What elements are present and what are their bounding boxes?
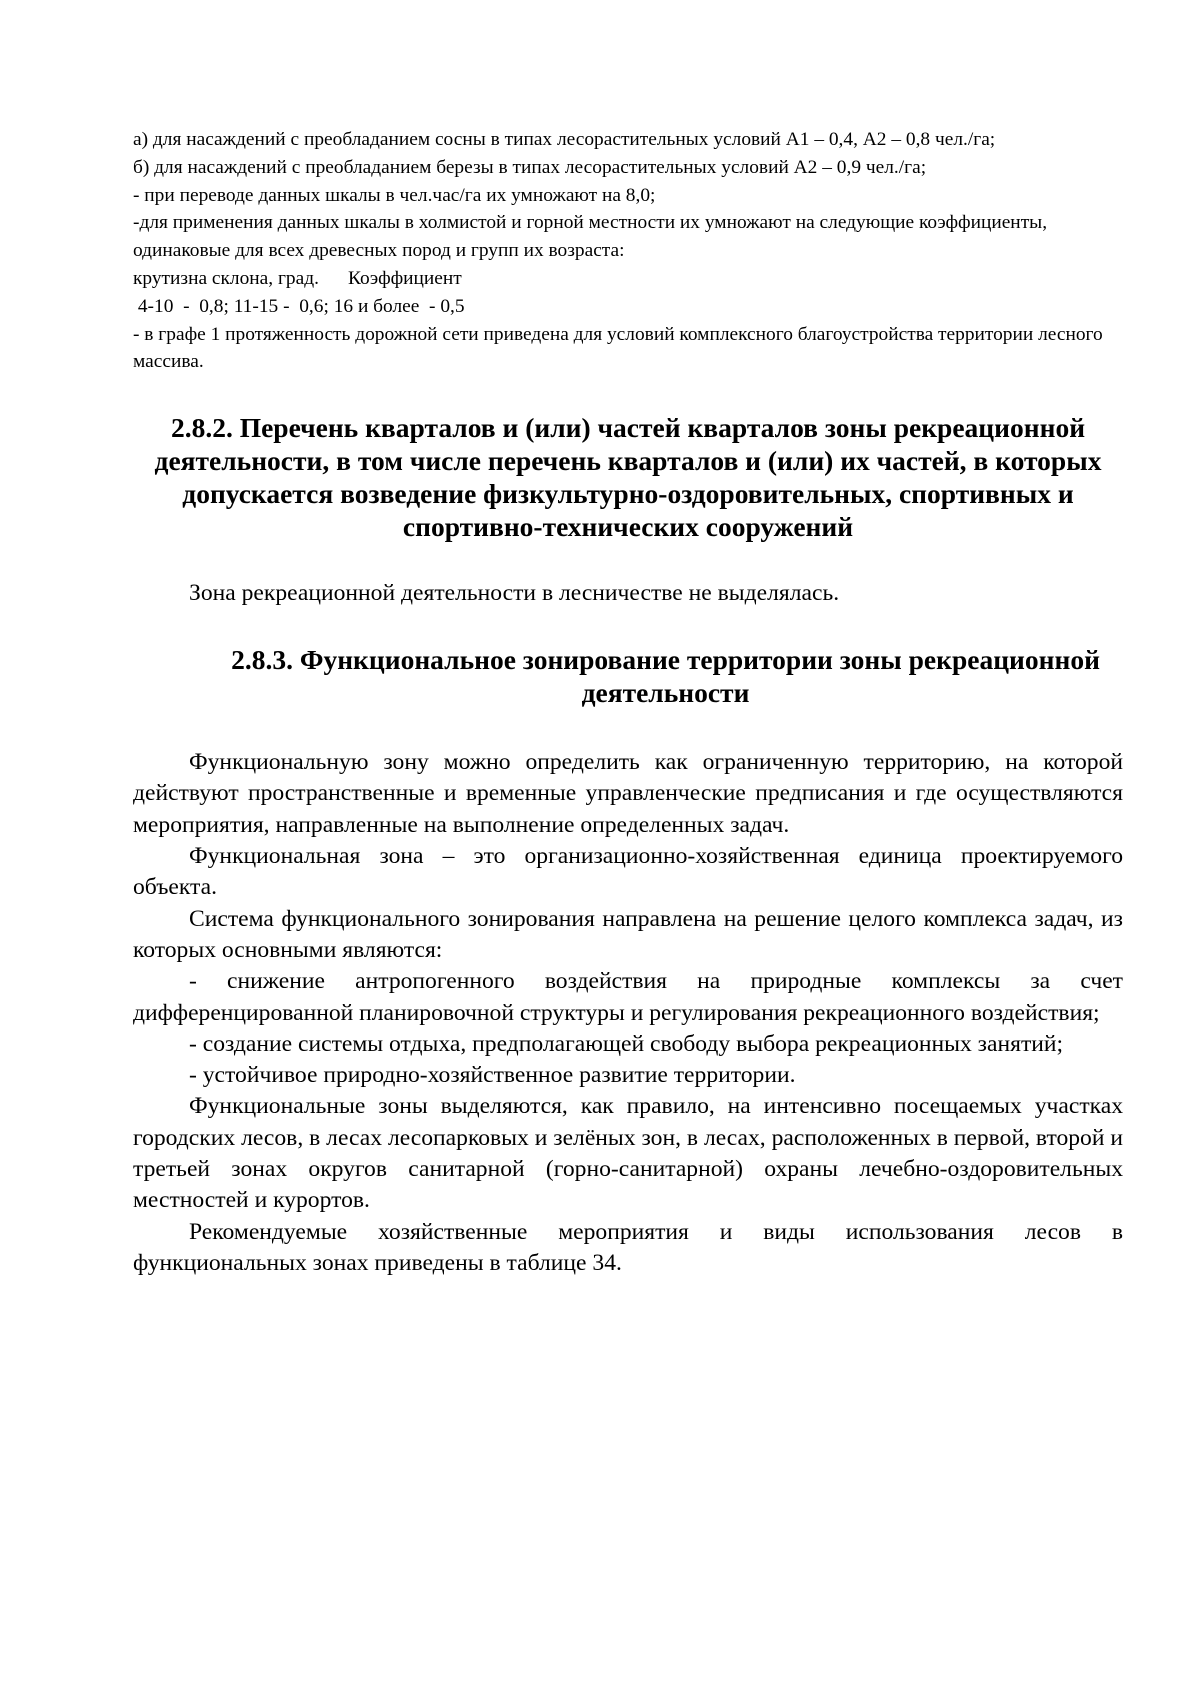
list-item: - снижение антропогенного воздействия на природные комплексы за счет дифференцированной планировочной структуры и регулирования рекреационного воздействия; [133, 968, 1123, 1026]
section-2-8-3-body [133, 747, 1123, 1279]
note-pine: а) для насаждений с преобладанием сосны в типах лесорастительных условий А1 – 0,4, А2 – 0,8 чел./га; [133, 129, 996, 150]
note-slope-header: крутизна склона, град. Коэффициент [133, 267, 462, 289]
paragraph: Функциональная зона – это организационно-хозяйственная единица проектируемого объекта. [133, 843, 1123, 901]
section-2-8-2-heading: 2.8.2. Перечень кварталов и (или) частей кварталов зоны рекреационной деятельности, в том числе перечень кварталов и (или) их частей, в которых допускается возведение физкультурно-оздоровительных, спортивных и спортивно-технических сооружений [154, 412, 1102, 543]
document-page [133, 126, 1123, 1279]
list-item: - создание системы отдыха, предполагающей свободу выбора рекреационных занятий; [189, 1030, 1064, 1057]
section-2-8-3-heading: 2.8.3. Функциональное зонирование территории зоны рекреационной деятельности [231, 644, 1100, 709]
note-hilly-terrain: -для применения данных шкалы в холмистой и горной местности их умножают на следующие коэффициенты, одинаковые для всех древесных пород и групп их возраста: [133, 212, 1048, 262]
table-notes [133, 126, 1123, 376]
paragraph: Функциональную зону можно определить как ограниченную территорию, на которой действуют пространственные и временные управленческие предписания и где осуществляются мероприятия, направленные на выполнение определенных задач. [133, 749, 1123, 838]
note-slope-values: 4-10 - 0,8; 11-15 - 0,6; 16 и более - 0,5 [133, 295, 465, 317]
note-birch: б) для насаждений с преобладанием березы в типах лесорастительных условий А2 – 0,9 чел./га; [133, 156, 927, 178]
paragraph: Система функционального зонирования направлена на решение целого комплекса задач, из которых основными являются: [133, 905, 1123, 963]
list-item: - устойчивое природно-хозяйственное развитие территории. [189, 1062, 796, 1089]
paragraph: Рекомендуемые хозяйственные мероприятия и виды использования лесов в функциональных зонах приведены в таблице 34. [133, 1218, 1123, 1276]
paragraph: Функциональные зоны выделяются, как правило, на интенсивно посещаемых участках городских лесов, в лесах лесопарковых и зелёных зон, в лесах, расположенных в первой, второй и третьей зонах округов санитарной (горно-санитарной) охраны лечебно-оздоровительных местностей и курортов. [133, 1093, 1123, 1214]
section-2-8-2-text: Зона рекреационной деятельности в лесничестве не выделялась. [189, 580, 840, 607]
note-conversion: - при переводе данных шкалы в чел.час/га их умножают на 8,0; [133, 184, 656, 206]
note-road-network: - в графе 1 протяженность дорожной сети приведена для условий комплексного благоустройства территории лесного массива. [133, 323, 1103, 373]
